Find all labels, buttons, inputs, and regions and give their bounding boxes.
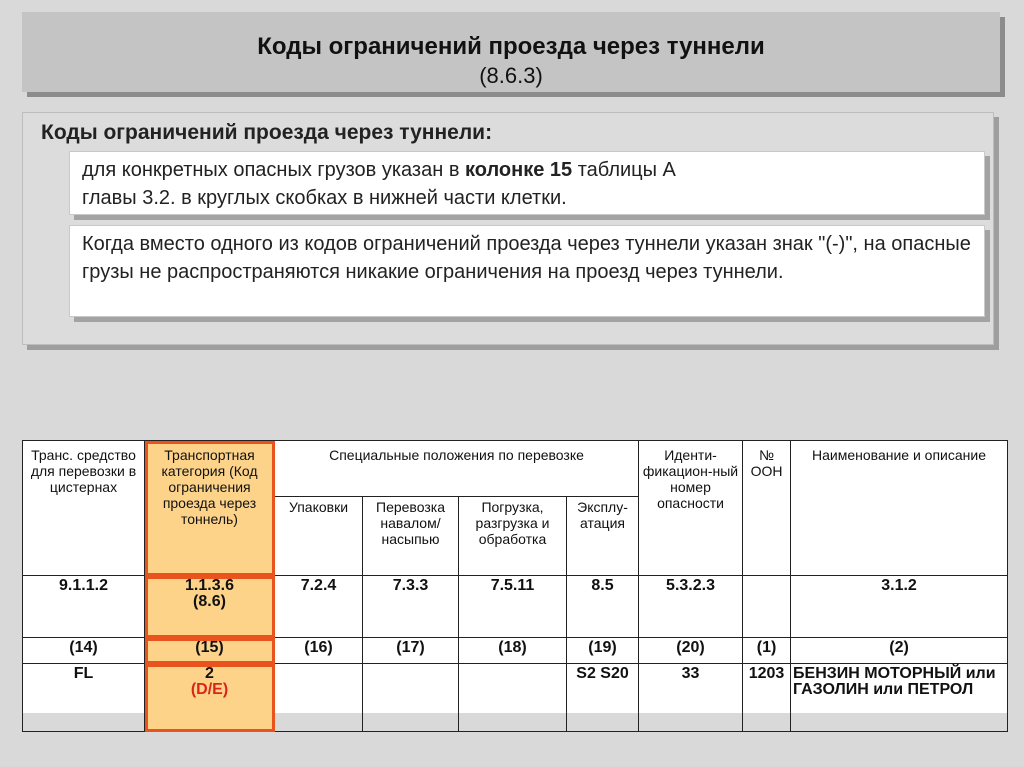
code-tank: 9.1.1.2 <box>23 576 145 638</box>
colnum-19: (19) <box>567 638 639 664</box>
header-name: Наименование и описание <box>791 441 1008 576</box>
cell-transport-category: 2 (D/E) <box>145 664 275 732</box>
header-transport-category: Транспортная категория (Код ограничения проезда через тоннель) <box>145 441 275 576</box>
code-bulk: 7.3.3 <box>363 576 459 638</box>
cell-tank: FL <box>23 664 145 732</box>
cell-hazard-id: 33 <box>639 664 743 732</box>
header-packaging: Упаковки <box>275 497 363 576</box>
header-loading: Погрузка, разгрузка и обработка <box>459 497 567 576</box>
slide-subtitle: (8.6.3) <box>479 63 543 88</box>
header-un-number: № ООН <box>743 441 791 576</box>
header-tank: Транс. средство для перевозки в цистернах <box>23 441 145 576</box>
box2-text: Когда вместо одного из кодов ограничений проезда через туннели указан знак "(-)", на опасные грузы не распространяются никакие ограничения на проезд через туннели. <box>82 233 971 283</box>
cell-un-number: 1203 <box>743 664 791 732</box>
info-box-column15 <box>69 151 985 215</box>
info-panel <box>22 112 994 345</box>
box1-line1: для конкретных опасных грузов указан в колонке 15 таблицы А <box>82 159 676 181</box>
code-un-number <box>743 576 791 638</box>
box1-line2: главы 3.2. в круглых скобках в нижней части клетки. <box>82 187 567 209</box>
info-box-no-restriction <box>69 225 985 317</box>
panel-heading: Коды ограничений проезда через туннели: <box>41 121 493 144</box>
cell-operation: S2 S20 <box>567 664 639 732</box>
colnum-17: (17) <box>363 638 459 664</box>
code-hazard-id: 5.3.2.3 <box>639 576 743 638</box>
code-operation: 8.5 <box>567 576 639 638</box>
header-bulk: Перевозка навалом/ насыпью <box>363 497 459 576</box>
code-name: 3.1.2 <box>791 576 1008 638</box>
colnum-20: (20) <box>639 638 743 664</box>
cell-name: БЕНЗИН МОТОРНЫЙ или ГАЗОЛИН или ПЕТРОЛ <box>791 664 1008 732</box>
colnum-18: (18) <box>459 638 567 664</box>
code-transport-category: 1.1.3.6 (8.6) <box>145 576 275 638</box>
header-special-provisions: Специальные положения по перевозке <box>275 441 639 497</box>
colnum-16: (16) <box>275 638 363 664</box>
header-hazard-id: Иденти-фикацион-ный номер опасности <box>639 441 743 576</box>
colnum-14: (14) <box>23 638 145 664</box>
cell-loading <box>459 664 567 732</box>
cell-packaging <box>275 664 363 732</box>
header-operation: Эксплу-атация <box>567 497 639 576</box>
code-loading: 7.5.11 <box>459 576 567 638</box>
colnum-15: (15) <box>145 638 275 664</box>
slide-title: Коды ограничений проезда через туннели <box>257 33 765 60</box>
colnum-2: (2) <box>791 638 1008 664</box>
title-banner <box>22 12 1000 92</box>
code-packaging: 7.2.4 <box>275 576 363 638</box>
colnum-1: (1) <box>743 638 791 664</box>
dangerous-goods-table <box>22 440 1007 713</box>
tunnel-code: (D/E) <box>190 681 229 698</box>
cell-bulk <box>363 664 459 732</box>
